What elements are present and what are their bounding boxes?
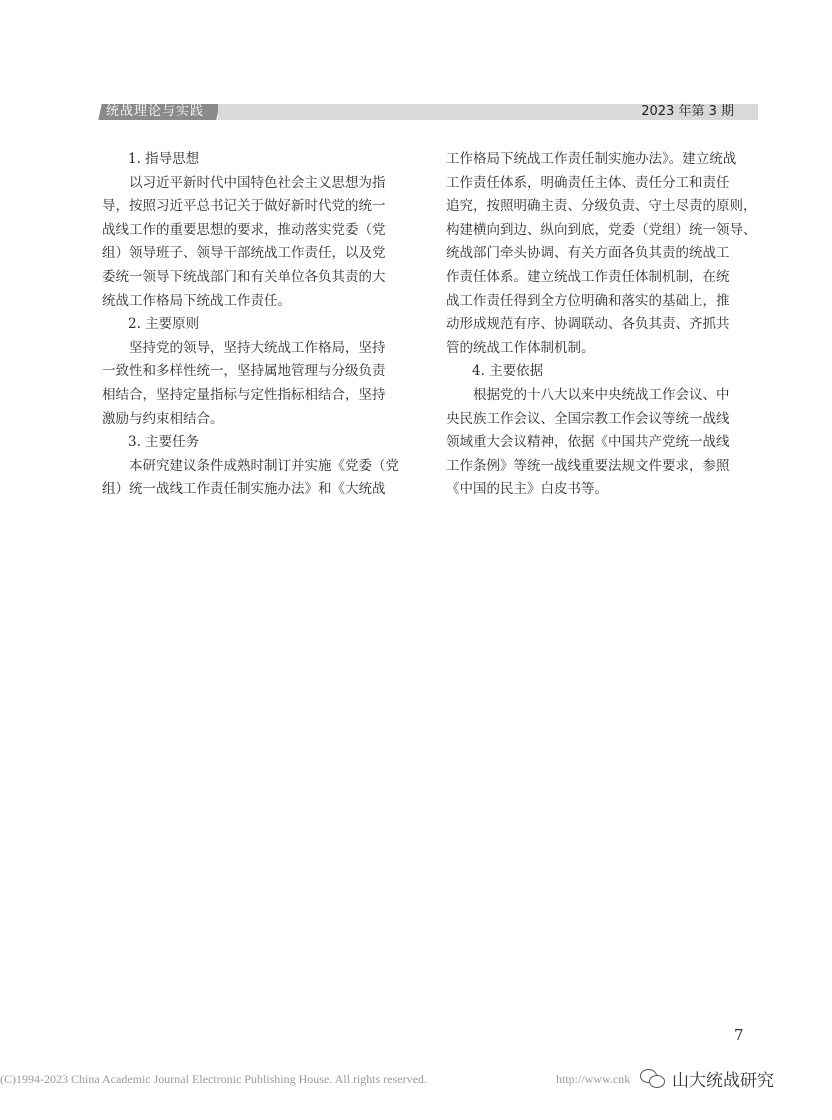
text-line: 工作条例》等统一战线重要法规文件要求，参照: [446, 457, 730, 474]
text-line: 作责任体系。建立统战工作责任体制机制，在统: [446, 268, 730, 285]
text-line: 领域重大会议精神，依据《中国共产党统一战线: [446, 434, 730, 451]
section-heading: 2. 主要原则: [128, 316, 200, 333]
text-line: 组）领导班子、领导干部统战工作责任，以及党: [102, 245, 386, 262]
text-line: 以习近平新时代中国特色社会主义思想为指: [129, 174, 386, 191]
running-header: [100, 104, 758, 120]
text-line: 激励与约束相结合。: [102, 410, 224, 427]
text-line: 战工作责任得到全方位明确和落实的基础上，推: [446, 292, 730, 309]
text-line: 工作责任体系，明确责任主体、责任分工和责任: [446, 174, 730, 191]
section-heading: 1. 指导思想: [128, 151, 200, 167]
left-text-column: [102, 148, 407, 502]
text-line: 统战工作格局下统战工作责任。: [102, 292, 291, 309]
text-line: 坚持党的领导，坚持大统战工作格局，坚持: [129, 339, 386, 356]
text-line: 组）统一战线工作责任制实施办法》和《大统战: [102, 481, 386, 498]
text-line: 导，按照习近平总书记关于做好新时代党的统一: [102, 198, 386, 215]
text-line: 《中国的民主》白皮书等。: [446, 481, 608, 498]
journal-name: 统战理论与实践: [106, 104, 205, 119]
section-heading: 3. 主要任务: [128, 434, 200, 451]
text-line: 战线工作的重要思想的要求，推动落实党委（党: [102, 221, 386, 238]
wechat-icon: [640, 1067, 666, 1089]
text-line: 追究，按照明确主责、分级负责、守土尽责的原则，: [446, 198, 757, 215]
text-line: 管的统战工作体制机制。: [446, 339, 595, 356]
page-number: 7: [734, 1026, 744, 1044]
text-line: 相结合，坚持定量指标与定性指标相结合，坚持: [102, 386, 386, 403]
text-line: 委统一领导下统战部门和有关单位各负其责的大: [102, 268, 386, 285]
issue-label: 2023 年第 3 期: [641, 104, 734, 119]
text-line: 统战部门牵头协调、有关方面各负其责的统战工: [446, 245, 730, 262]
copyright-footer: [0, 1072, 640, 1087]
text-line: 一致性和多样性统一，坚持属地管理与分级负责: [102, 363, 386, 380]
journal-name-tab: [98, 104, 219, 120]
watermark-text: 山大统战研究: [672, 1070, 774, 1091]
text-line: 本研究建议条件成熟时制订并实施《党委（党: [129, 457, 399, 474]
text-line: 动形成规范有序、协调联动、各负其责、齐抓共: [446, 316, 730, 333]
text-line: 构建横向到边、纵向到底，党委（党组）统一领导、: [446, 221, 757, 238]
copyright-text: (C)1994-2023 China Academic Journal Electronic Publishing House. All rights reserved.: [0, 1072, 427, 1086]
right-text-column: [446, 148, 757, 502]
text-line: 央民族工作会议、全国宗教工作会议等统一战线: [446, 410, 730, 427]
footer-url[interactable]: http://www.cnk: [556, 1072, 631, 1086]
text-line: 工作格局下统战工作责任制实施办法》。建立统战: [446, 151, 737, 167]
text-line: 根据党的十八大以来中央统战工作会议、中: [473, 386, 730, 403]
wechat-watermark: [640, 1064, 780, 1092]
section-heading: 4. 主要依据: [472, 363, 544, 380]
